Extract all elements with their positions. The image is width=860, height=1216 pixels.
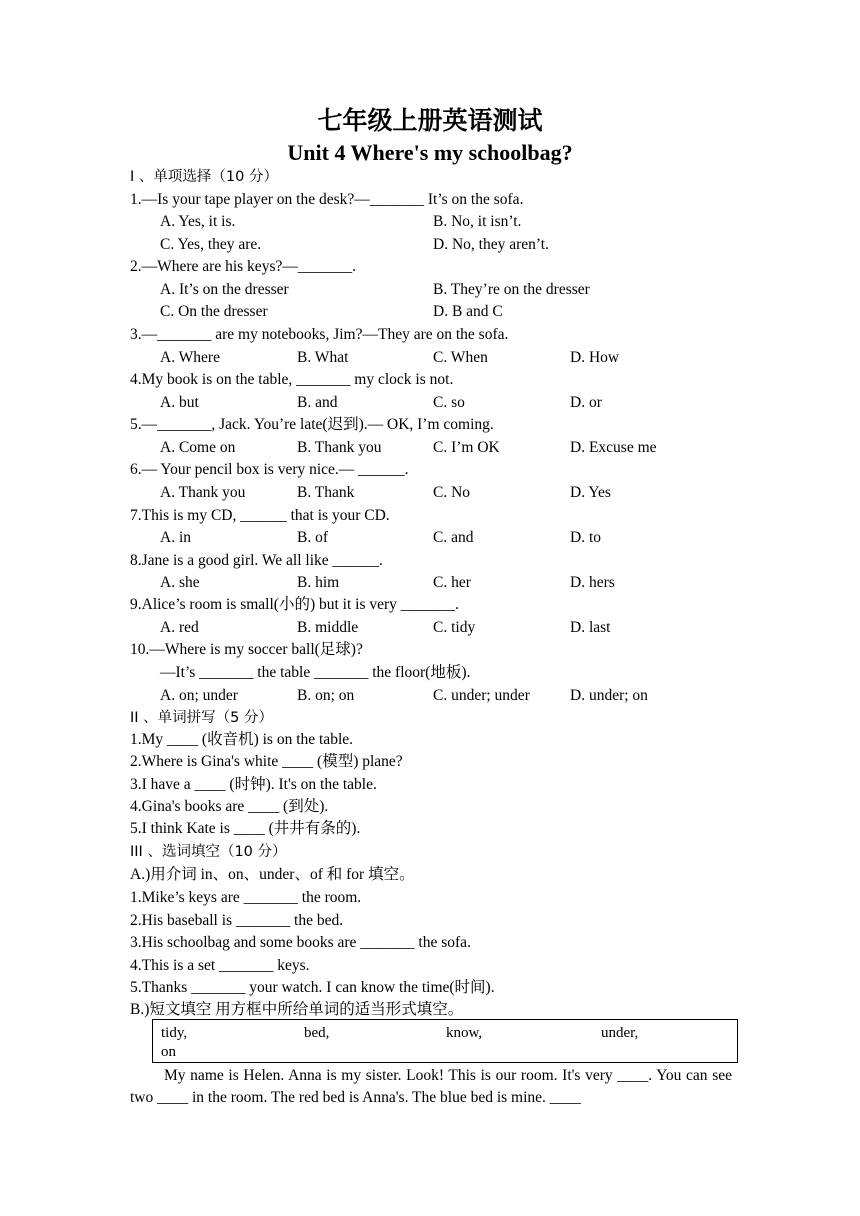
option-a: A. It’s on the dresser: [160, 281, 289, 298]
option-d: D. B and C: [433, 303, 503, 320]
option-b: B. him: [297, 574, 340, 591]
word-box-word: know,: [446, 1025, 483, 1041]
question-text: 3.—_______ are my notebooks, Jim?—They are on the sofa.: [130, 326, 509, 343]
option-b: B. middle: [297, 619, 359, 636]
option-a: A. she: [160, 574, 200, 591]
spelling-item: 5.I think Kate is ____ (井井有条的).: [130, 820, 361, 837]
question-text: 10.—Where is my soccer ball(足球)?: [130, 641, 363, 658]
passage: My name is Helen. Anna is my sister. Look! This is our room. It's very ____. You can see two ____ in the room. The red bed is Anna's. The blue bed is mine. ____: [130, 1067, 732, 1106]
word-box-word: tidy,: [161, 1025, 188, 1041]
option-a: A. Come on: [160, 439, 236, 456]
question-text: 7.This is my CD, ______ that is your CD.: [130, 507, 390, 524]
part-b-instruction: B.)短文填空 用方框中所给单词的适当形式填空。: [130, 1001, 464, 1018]
question-text: 9.Alice’s room is small(小的) but it is very _______.: [130, 596, 459, 613]
option-a: A. on; under: [160, 687, 238, 704]
page-title: 七年级上册英语测试: [317, 106, 543, 135]
option-d: D. Yes: [570, 484, 611, 501]
fill-item: 5.Thanks _______ your watch. I can know the time(时间).: [130, 979, 495, 996]
option-b: B. They’re on the dresser: [433, 281, 590, 298]
fill-item: 4.This is a set _______ keys.: [130, 957, 310, 974]
word-box: [152, 1019, 738, 1063]
option-a: A. Thank you: [160, 484, 246, 501]
option-c: C. tidy: [433, 619, 476, 636]
section-heading: II 、单词拼写（5 分）: [130, 710, 273, 726]
option-b: B. Thank: [297, 484, 355, 501]
option-c: C. Yes, they are.: [160, 236, 262, 253]
question-text: 5.—_______, Jack. You’re late(迟到).— OK, I’m coming.: [130, 416, 494, 433]
option-d: D. to: [570, 529, 601, 546]
option-c: C. so: [433, 394, 465, 411]
option-c: C. and: [433, 529, 474, 546]
question-text: 2.—Where are his keys?—_______.: [130, 258, 356, 275]
option-d: D. last: [570, 619, 611, 636]
part-a-instruction: A.)用介词 in、on、under、of 和 for 填空。: [130, 866, 415, 883]
option-a: A. but: [160, 394, 199, 411]
option-d: D. hers: [570, 574, 615, 591]
question-text: 4.My book is on the table, _______ my clock is not.: [130, 371, 454, 388]
option-d: D. or: [570, 394, 602, 411]
word-box-word: under,: [601, 1025, 639, 1041]
option-c: C. I’m OK: [433, 439, 500, 456]
question-text: 8.Jane is a good girl. We all like ______.: [130, 552, 383, 569]
word-box-word: bed,: [304, 1025, 330, 1041]
option-a: A. red: [160, 619, 199, 636]
option-d: D. No, they aren’t.: [433, 236, 549, 253]
unit-title: Unit 4 Where's my schoolbag?: [287, 140, 573, 165]
fill-item: 3.His schoolbag and some books are _______ the sofa.: [130, 934, 471, 951]
fill-item: 1.Mike’s keys are _______ the room.: [130, 889, 362, 906]
fill-item: 2.His baseball is _______ the bed.: [130, 912, 344, 929]
option-a: A. Yes, it is.: [160, 213, 236, 230]
question-text-cont: —It’s _______ the table _______ the floor(地板).: [160, 664, 471, 681]
option-c: C. under; under: [433, 687, 530, 704]
question-text: 6.— Your pencil box is very nice.— ______.: [130, 461, 409, 478]
option-c: C. her: [433, 574, 471, 591]
option-b: B. Thank you: [297, 439, 382, 456]
option-b: B. of: [297, 529, 328, 546]
question-text: 1.—Is your tape player on the desk?—_______ It’s on the sofa.: [130, 191, 524, 208]
section-heading: I 、单项选择（10 分）: [130, 169, 278, 185]
spelling-item: 1.My ____ (收音机) is on the table.: [130, 731, 354, 748]
option-d: D. How: [570, 349, 620, 366]
option-c: C. No: [433, 484, 471, 501]
word-box-word: on: [161, 1044, 176, 1060]
option-c: C. When: [433, 349, 488, 366]
option-b: B. No, it isn’t.: [433, 213, 522, 230]
option-a: A. in: [160, 529, 191, 546]
option-b: B. What: [297, 349, 349, 366]
option-c: C. On the dresser: [160, 303, 268, 320]
spelling-item: 3.I have a ____ (时钟). It's on the table.: [130, 776, 377, 793]
option-d: D. Excuse me: [570, 439, 657, 456]
option-d: D. under; on: [570, 687, 648, 704]
spelling-item: 4.Gina's books are ____ (到处).: [130, 798, 329, 815]
spelling-item: 2.Where is Gina's white ____ (模型) plane?: [130, 753, 403, 770]
option-b: B. on; on: [297, 687, 355, 704]
option-b: B. and: [297, 394, 338, 411]
section-heading: III 、选词填空（10 分）: [130, 844, 287, 860]
option-a: A. Where: [160, 349, 220, 366]
